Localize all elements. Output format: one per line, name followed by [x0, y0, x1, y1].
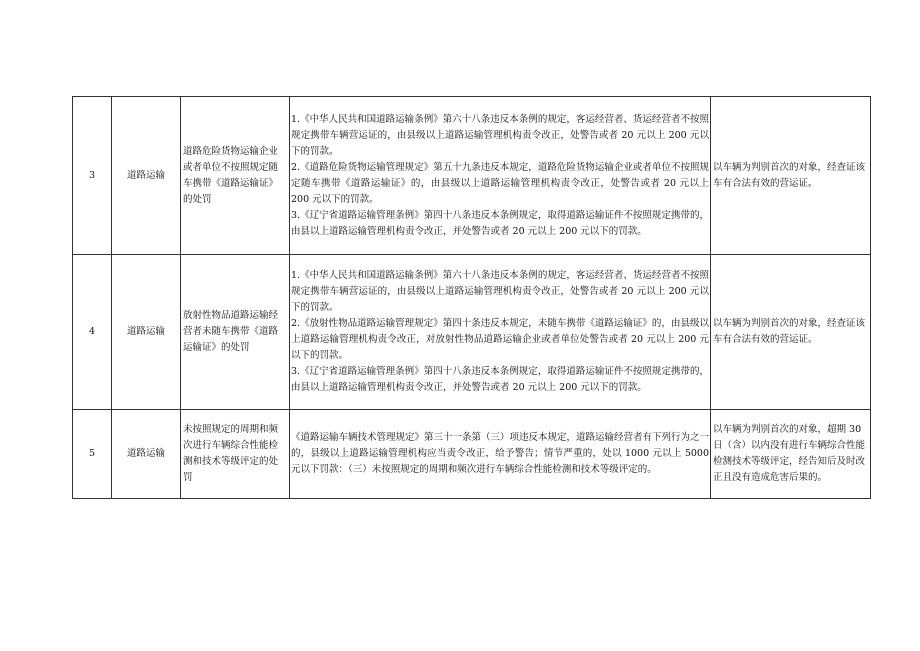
exemption-condition-text: 以车辆为判别首次的对象，超期 30日（含）以内没有进行车辆综合性能检测技术等级评定，经告知后及时改正且没有造成危害后果的。	[713, 424, 866, 483]
legal-basis-item: 1.《中华人民共和国道路运输条例》第六十八条违反本条例的规定，客运经营者、货运经营者不按照规定携带车辆营运证的，由县级以上道路运输管理机构责令改正，处警告或者 20 元以上 200 元以下的罚款。	[291, 113, 709, 157]
table-row	[73, 97, 871, 255]
legal-basis-item: 1.《中华人民共和国道路运输条例》第六十八条违反本条例的规定，客运经营者、货运经营者不按照规定携带车辆营运证的，由县级以上道路运输管理机构责令改正，处警告或者 20 元以上 200 元以下的罚款。	[291, 270, 709, 313]
row-number: 3	[73, 97, 112, 255]
row-legal-basis	[290, 97, 711, 255]
row-violation-item	[181, 97, 290, 255]
violation-item-text: 放射性物品道路运输经营者未随车携带《道路运输证》的处罚	[183, 310, 279, 353]
penalty-table	[72, 96, 871, 499]
row-violation-item	[181, 410, 290, 499]
legal-basis-item: 3.《辽宁省道路运输管理条例》第四十八条违反本条例规定，取得道路运输证件不按照规定携带的，由县以上道路运输管理机构责令改正，并处警告或者 20 元以上 200 元以下的罚款。	[291, 366, 709, 393]
row-legal-basis	[290, 255, 711, 410]
table-row	[73, 410, 871, 499]
row-violation-item	[181, 255, 290, 410]
violation-item-text: 道路危险货物运输企业或者单位不按照规定随车携带《道路运输证》的处罚	[183, 145, 279, 205]
row-category: 道路运输	[112, 97, 181, 255]
exemption-condition-text: 以车辆为判别首次的对象，经查证该车有合法有效的营运证。	[713, 318, 866, 345]
row-exemption-condition	[711, 410, 871, 499]
legal-basis-item: 《道路运输车辆技术管理规定》第三十一条第（三）项违反本规定，道路运输经营者有下列行为之一的，县级以上道路运输管理机构应当责令改正，给予警告；情节严重的，处以 1000 元以上 5000 元以下罚款：（三）未按照规定的周期和频次进行车辆综合性能检测和技术等级评定的。	[291, 432, 710, 475]
row-number: 4	[73, 255, 112, 410]
legal-basis-item: 2.《道路危险货物运输管理规定》第五十九条违反本规定，道路危险货物运输企业或者单位不按照规定随车携带《道路运输证》的，由县级以上道路运输管理机构责令改正，处警告或者 20 元以上 200 元以下的罚款。	[291, 161, 709, 205]
row-exemption-condition	[711, 97, 871, 255]
row-exemption-condition	[711, 255, 871, 410]
violation-item-text: 未按照规定的周期和频次进行车辆综合性能检测和技术等级评定的处罚	[183, 424, 279, 483]
legal-basis-item: 2.《放射性物品道路运输管理规定》第四十条违反本规定，未随车携带《道路运输证》的，由县级以上道路运输管理机构责令改正，对放射性物品道路运输企业或者单位处警告或者 20 元以上 200 元以下的罚款。	[291, 318, 709, 361]
legal-basis-item: 3.《辽宁省道路运输管理条例》第四十八条违反本条例规定，取得道路运输证件不按照规定携带的，由县以上道路运输管理机构责令改正，并处警告或者 20 元以上 200 元以下的罚款。	[291, 209, 709, 237]
table-row	[73, 255, 871, 410]
row-number: 5	[73, 410, 112, 499]
row-category: 道路运输	[112, 255, 181, 410]
row-legal-basis	[290, 410, 711, 499]
row-category: 道路运输	[112, 410, 181, 499]
exemption-condition-text: 以车辆为判别首次的对象，经查证该车有合法有效的营运证。	[713, 161, 866, 189]
